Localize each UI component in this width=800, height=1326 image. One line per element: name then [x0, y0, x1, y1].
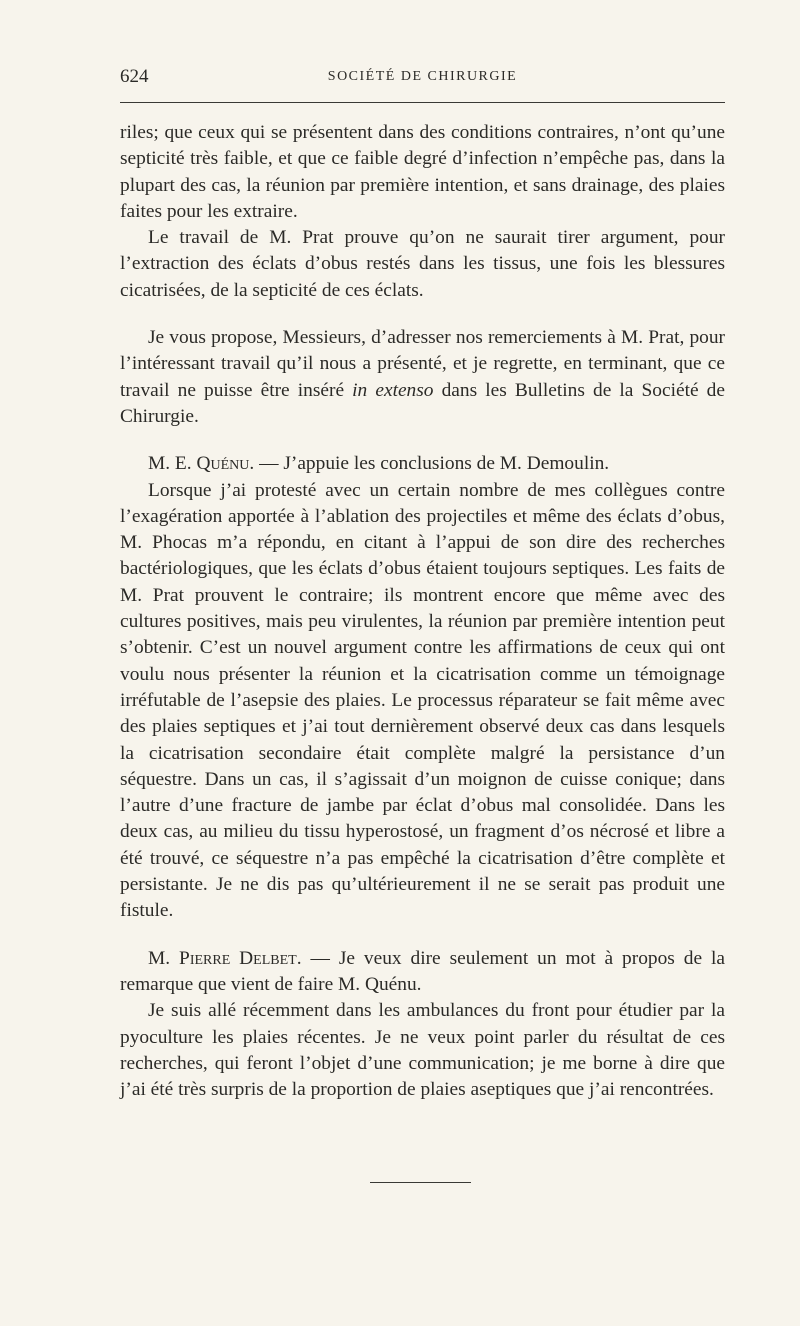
header-rule [120, 102, 725, 103]
speaker-prefix: M. [148, 947, 171, 969]
proposal-text-end: dans les Bulletins de la Société de Chirurgie. [120, 379, 725, 427]
paragraph-prat-conclusion: Le travail de M. Prat prouve qu’on ne saurait tirer argument, pour l’extraction des éclats d’obus restés dans les tissus, une fois les blessures cicatrisées, de la septicité de ces éclats. [120, 227, 725, 301]
speaker-prefix: M. E. [148, 453, 192, 475]
delbet-statement: . — Je veux dire seulement un mot à propos de la remarque que vient de faire M. Quénu. [120, 947, 725, 995]
section-end-rule [370, 1182, 471, 1183]
paragraph-quenu-argument: Lorsque j’ai protesté avec un certain nombre de mes collègues contre l’exagération apportée à l’ablation des projectiles et même des éclats d’obus, M. Phocas m’a répondu, en citant à l’appui de son dire des recherches bactériologiques, que les éclats d’obus étaient toujours septiques. Les faits de M. Prat prouvent le contraire; ils montrent encore que même avec des cultures positives, mais peu virulentes, la réunion par première intention peut s’obtenir. C’est un nouvel argument contre les affirmations de ceux qui ont voulu nous présenter la réunion et la cicatrisation comme un témoignage irréfutable de l’asepsie des plaies. Le processus réparateur se fait même avec des plaies septiques et j’ai tout dernièrement observé deux cas dans lesquels la cicatrisation secondaire était complète malgré la persistance d’un séquestre. Dans un cas, il s’agissait d’un moignon de cuisse conique; dans l’autre d’une fracture de jambe par éclat d’obus mal consolidée. Dans les deux cas, au milieu du tissu hyperostosé, un fragment d’os nécrosé et libre a été trouvé, ce séquestre n’a pas empêché la cicatrisation d’être complète et persistante. Je ne dis pas qu’ultérieurement il ne se serait pas produit une fistule. [120, 479, 725, 922]
paragraph-quenu-intro [120, 451, 725, 477]
quenu-statement: . — J’appuie les conclusions de M. Demoulin. [249, 453, 610, 475]
page-number: 624 [120, 66, 149, 87]
body-text [120, 120, 725, 1103]
running-title: SOCIÉTÉ DE CHIRURGIE [327, 69, 518, 84]
paragraph-proposal [120, 325, 725, 430]
proposal-text: Je vous propose, Messieurs, d’adresser nos remerciements à M. Prat, pour l’intéressant travail qu’il nous a présenté, et je regrette, en terminant, que ce travail ne puisse être inséré [120, 327, 725, 401]
page-header [120, 66, 725, 92]
paragraph-delbet-argument: Je suis allé récemment dans les ambulances du front pour étudier par la pyoculture les plaies récentes. Je ne veux point parler du résultat de ces recherches, qui feront l’objet d’une communication; je me borne à dire que j’ai été très surpris de la proportion de plaies aseptiques que j’ai rencontrées. [120, 1000, 725, 1101]
speaker-name-quenu: Quénu [196, 453, 250, 475]
in-extenso-italic: in extenso [352, 379, 434, 401]
speaker-name-delbet: Pierre Delbet [179, 947, 297, 969]
paragraph-continuation: riles; que ceux qui se présentent dans des conditions contraires, n’ont qu’une septicité très faible, et que ce faible degré d’infection n’empêche pas, dans la plupart des cas, la réunion par première intention, et sans drainage, des plaies faites pour les extraire. [120, 122, 725, 222]
paragraph-delbet-intro [120, 946, 725, 999]
